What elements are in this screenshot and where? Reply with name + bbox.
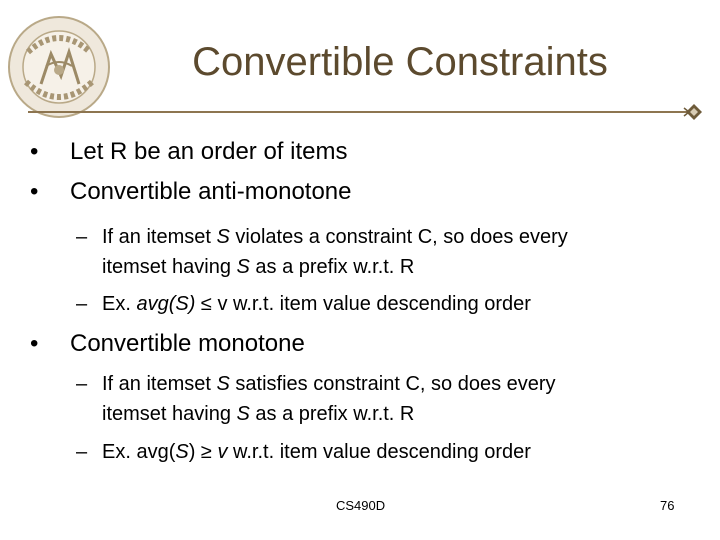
sub-item-anti-1: [76, 222, 568, 282]
bullet-marker: •: [30, 330, 39, 357]
sub-text: ≤ v w.r.t. item value descending order: [195, 293, 531, 315]
sub-text: as a prefix w.r.t. R: [249, 403, 415, 425]
variable: v: [211, 441, 228, 463]
sub-text: If an itemset: [102, 373, 217, 395]
sub-text: satisfies constraint C, so does every: [229, 373, 556, 395]
sub-text: violates a constraint C, so does every: [229, 226, 568, 248]
sub-text: w.r.t. item value descending order: [227, 441, 531, 463]
sub-text: itemset having: [102, 256, 237, 278]
operator: ≥: [200, 441, 212, 463]
variable: S: [216, 226, 230, 248]
ornament-knot-icon: [682, 100, 706, 124]
expression: avg(S): [136, 293, 196, 315]
variable: S: [175, 441, 189, 463]
bullet-marker: •: [30, 138, 39, 165]
page-number: 76: [660, 498, 675, 513]
variable: S: [216, 373, 230, 395]
bullet-item-1: [30, 138, 347, 166]
dash-marker: –: [76, 226, 88, 248]
bullet-text: Let R be an order of items: [70, 138, 348, 165]
sub-item-mono-2: [76, 437, 531, 467]
bullet-item-2: [30, 178, 352, 206]
sub-item-anti-2: [76, 289, 531, 319]
dash-marker: –: [76, 293, 88, 315]
sub-text: itemset having: [102, 403, 237, 425]
sub-text: ): [188, 441, 201, 463]
sub-item-mono-1: [76, 369, 556, 429]
slide-title: Convertible Constraints: [192, 40, 608, 84]
title-divider: [28, 111, 692, 113]
bullet-text: Convertible monotone: [70, 330, 305, 357]
variable: S: [236, 403, 250, 425]
sub-text: Ex. avg(: [102, 441, 176, 463]
variable: S: [236, 256, 250, 278]
dash-marker: –: [76, 373, 88, 395]
sub-text: If an itemset: [102, 226, 217, 248]
bullet-marker: •: [30, 178, 39, 205]
university-seal-icon: [6, 14, 112, 120]
bullet-text: Convertible anti-monotone: [70, 178, 352, 205]
footer-course: CS490D: [336, 498, 386, 513]
sub-text: as a prefix w.r.t. R: [249, 256, 415, 278]
bullet-item-3: [30, 330, 305, 358]
dash-marker: –: [76, 441, 88, 463]
sub-text: Ex.: [102, 293, 137, 315]
